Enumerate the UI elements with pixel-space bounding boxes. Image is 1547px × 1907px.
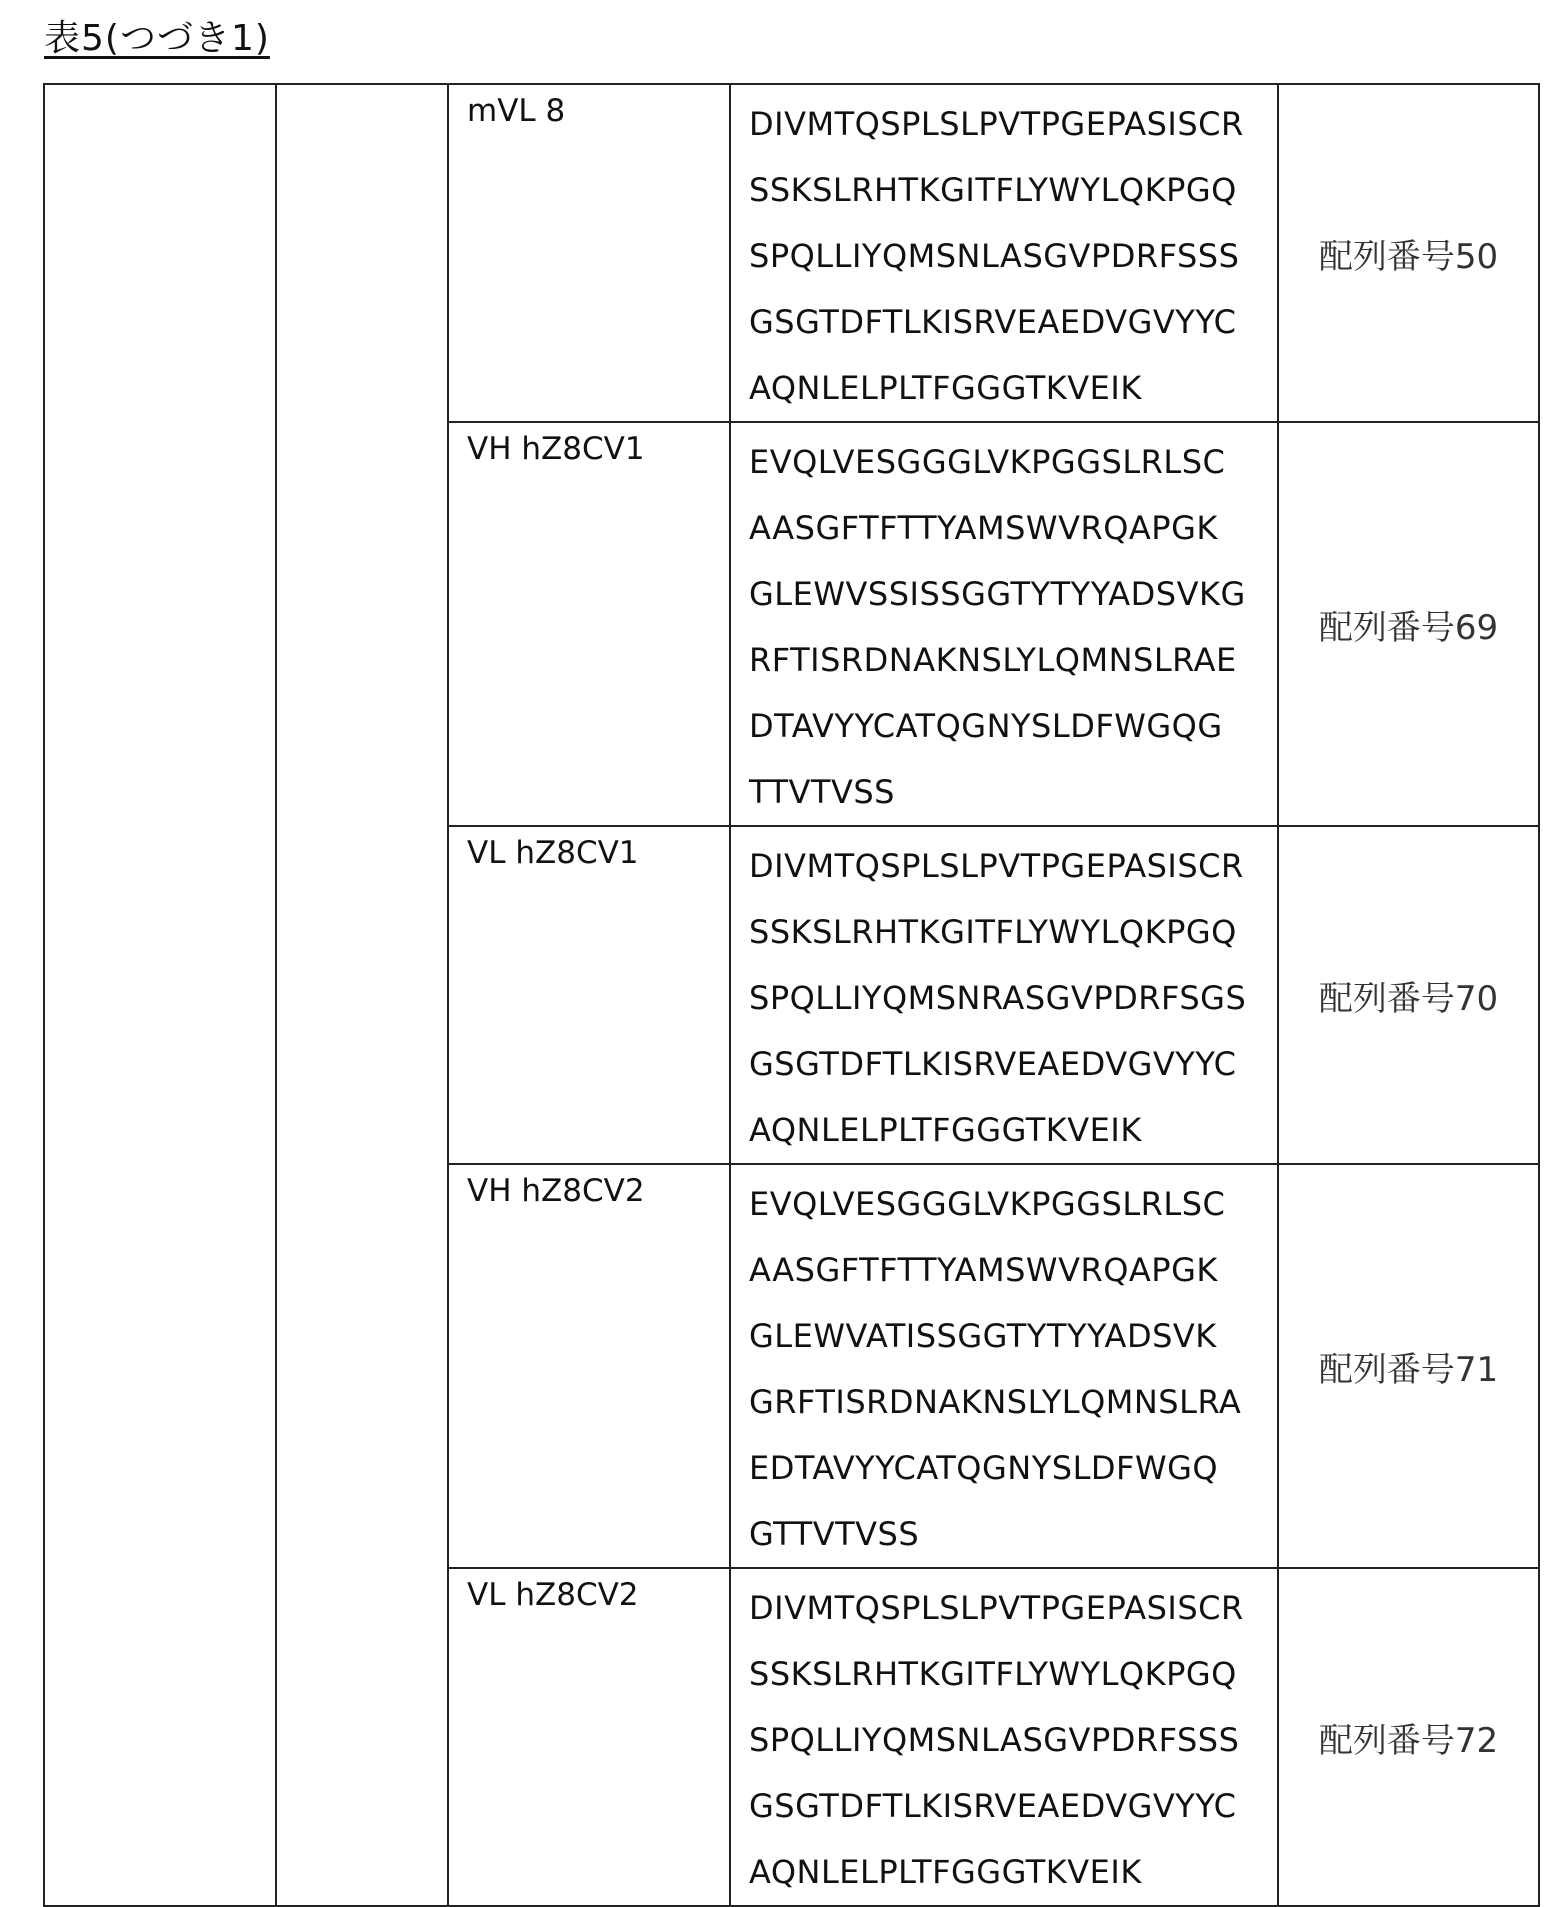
sequence-table [43,83,1540,1907]
sequence-cell [730,1164,1278,1568]
sequence-cell [730,826,1278,1164]
sequence-line: GSGTDFTLKISRVEAEDVGVYYC [749,289,1277,355]
sequence-line: DTAVYYCATQGNYSLDFWGQG [749,693,1277,759]
sequence-name: VH hZ8CV2 [448,1164,730,1568]
sequence-line: GSGTDFTLKISRVEAEDVGVYYC [749,1773,1277,1839]
sequence-line: GLEWVATISSGGTYTYYADSVK [749,1303,1277,1369]
sequence-line: DIVMTQSPLSLPVTPGEPASISCR [749,1575,1277,1641]
sequence-name: VL hZ8CV1 [448,826,730,1164]
table-row [44,84,1539,422]
sequence-line: GLEWVSSISSGGTYTYYADSVKG [749,561,1277,627]
empty-cell [276,84,448,1906]
sequence-name: VL hZ8CV2 [448,1568,730,1906]
table-title: 表5(つづき1) [44,10,270,61]
seq-id-number: 配列番号72 [1278,1568,1539,1906]
sequence-line: GSGTDFTLKISRVEAEDVGVYYC [749,1031,1277,1097]
sequence-line: AQNLELPLTFGGGTKVEIK [749,355,1277,421]
sequence-line: AQNLELPLTFGGGTKVEIK [749,1097,1277,1163]
empty-cell [44,84,276,1906]
seq-id-number: 配列番号71 [1278,1164,1539,1568]
seq-id-number: 配列番号69 [1278,422,1539,826]
sequence-cell [730,84,1278,422]
sequence-line: RFTISRDNAKNSLYLQMNSLRAE [749,627,1277,693]
sequence-line: AASGFTFTTYAMSWVRQAPGK [749,495,1277,561]
sequence-line: TTVTVSS [749,759,1277,825]
sequence-name: VH hZ8CV1 [448,422,730,826]
sequence-line: SPQLLIYQMSNRASGVPDRFSGS [749,965,1277,1031]
sequence-line: GTTVTVSS [749,1501,1277,1567]
sequence-line: DIVMTQSPLSLPVTPGEPASISCR [749,91,1277,157]
sequence-cell [730,1568,1278,1906]
sequence-line: SPQLLIYQMSNLASGVPDRFSSS [749,223,1277,289]
sequence-line: EVQLVESGGGLVKPGGSLRLSC [749,429,1277,495]
sequence-line: SSKSLRHTKGITFLYWYLQKPGQ [749,1641,1277,1707]
sequence-line: EVQLVESGGGLVKPGGSLRLSC [749,1171,1277,1237]
sequence-line: AASGFTFTTYAMSWVRQAPGK [749,1237,1277,1303]
seq-id-number: 配列番号50 [1278,84,1539,422]
sequence-line: SSKSLRHTKGITFLYWYLQKPGQ [749,157,1277,223]
sequence-line: AQNLELPLTFGGGTKVEIK [749,1839,1277,1905]
sequence-line: SSKSLRHTKGITFLYWYLQKPGQ [749,899,1277,965]
sequence-line: DIVMTQSPLSLPVTPGEPASISCR [749,833,1277,899]
sequence-line: EDTAVYYCATQGNYSLDFWGQ [749,1435,1277,1501]
seq-id-number: 配列番号70 [1278,826,1539,1164]
sequence-cell [730,422,1278,826]
sequence-name: mVL 8 [448,84,730,422]
sequence-line: GRFTISRDNAKNSLYLQMNSLRA [749,1369,1277,1435]
sequence-line: SPQLLIYQMSNLASGVPDRFSSS [749,1707,1277,1773]
